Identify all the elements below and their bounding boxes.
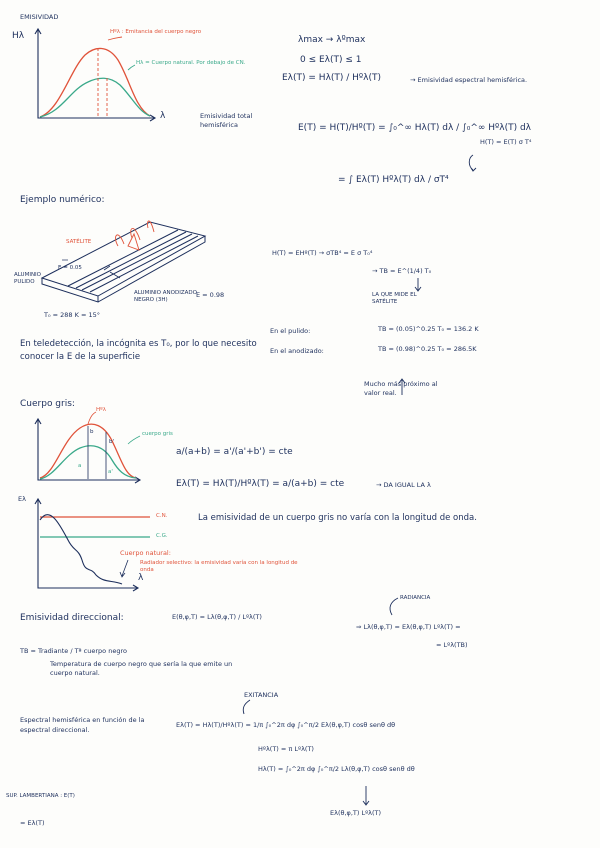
plot1-blackbody-curve bbox=[40, 48, 150, 117]
gray-conclusion: → DA IGUAL LA λ bbox=[376, 481, 431, 489]
plot1-real-curve bbox=[40, 78, 150, 117]
plot3-natural-curve bbox=[40, 515, 122, 584]
plot1-y-axis-label: Hλ bbox=[12, 31, 25, 41]
temperature-value: T₀ = 288 K = 15° bbox=[44, 311, 100, 319]
gray-letter-b: b bbox=[90, 429, 94, 435]
gray-series-label: cuerpo gris bbox=[142, 431, 173, 437]
tile-left-label: ALUMINIO PULIDO bbox=[14, 272, 42, 285]
exitance-label: EXITANCIA bbox=[244, 691, 279, 699]
lambertian-label: SUP. LAMBERTIANA : Ε(T) bbox=[6, 793, 75, 799]
satellite-ray-icons bbox=[116, 221, 154, 246]
example-eq2: → TB = Ε^(1/4) T₀ bbox=[372, 267, 432, 275]
tile-right-label: ALUMINIO ANODIZADO NEGRO (3H) bbox=[134, 290, 197, 303]
gray-blackbody-label: Hºλ bbox=[96, 407, 106, 413]
example-title: Ejemplo numérico: bbox=[20, 195, 105, 205]
plot3-natural-label: Cuerpo natural: bbox=[120, 549, 171, 557]
directional-equation: Ε(θ,φ,T) = Lλ(θ,φ,T) / Lºλ(T) bbox=[172, 613, 262, 621]
gray-body-title: Cuerpo gris: bbox=[20, 399, 75, 409]
tb-definition: TB = Tradiante / Tª cuerpo negro bbox=[20, 647, 127, 655]
plot3-natural-note: Radiador selectivo: la emisividad varía con la longitud de onda bbox=[140, 560, 298, 574]
plot3-y-axis-label: Ελ bbox=[18, 495, 26, 503]
section-title-emisividad: EMISIVIDAD bbox=[20, 13, 59, 21]
plot1-x-axis-label: λ bbox=[160, 111, 166, 121]
wien-text: λmax → λºmax bbox=[298, 35, 366, 45]
plot3-cg-label: C.G. bbox=[156, 533, 168, 539]
emissivity-range: 0 ≤ Ελ(T) ≤ 1 bbox=[300, 55, 362, 65]
plot3-cn-label: C.N. bbox=[156, 513, 168, 519]
case1-equation: TB = (0.05)^0.25 T₀ = 136.2 K bbox=[378, 325, 479, 333]
hemi-equation-b: Hλ(T) = ∫₀^2π dφ ∫₀^π/2 Lλ(θ,φ,T) cosθ senθ dθ bbox=[258, 765, 415, 773]
radiance-label: RADIANCIA bbox=[400, 595, 431, 601]
example-eq2-note: LA QUE MIDE EL SATÉLITE bbox=[372, 292, 417, 306]
hemi-equation-c: Ελ(θ,φ,T) Lºλ(T) bbox=[330, 809, 382, 817]
total-equation-integral: = ∫ Ελ(T) Hºλ(T) dλ / σT⁴ bbox=[338, 175, 449, 185]
eps-left-value: Ε = 0.05 bbox=[58, 265, 82, 271]
hemi-equation-a: Hºλ(T) = π Lºλ(T) bbox=[258, 745, 314, 753]
gray-ratio-equation: a/(a+b) = a'/(a'+b') = cte bbox=[176, 447, 293, 457]
plot3-axes bbox=[35, 499, 138, 591]
example-eq1: H(T) = ΕHº(T) → σTB⁴ = Ε σ T₀⁴ bbox=[272, 249, 373, 257]
gray-letter-a-prime: a' bbox=[108, 469, 113, 475]
hemi-title: Espectral hemisférica en función de la espectral direccional. bbox=[20, 716, 145, 734]
hemi-equation: Ελ(T) = Hλ(T)/Hºλ(T) = 1/π ∫₀^2π dφ ∫₀^π/2 Ελ(θ,φ,T) cosθ senθ dθ bbox=[176, 721, 396, 729]
directional-equation-2: ⇒ Lλ(θ,φ,T) = Ελ(θ,φ,T) Lºλ(T) = bbox=[356, 623, 461, 631]
tb-description: Temperatura de cuerpo negro que sería la que emite un cuerpo natural. bbox=[50, 660, 233, 678]
plot1-real-label: Hλ = Cuerpo natural. Por debajo de CN. bbox=[136, 60, 246, 66]
eps-right-value: Ε = 0.98 bbox=[196, 291, 225, 299]
gray-epsilon-equation: Ελ(T) = Hλ(T)/Hºλ(T) = a/(a+b) = cte bbox=[176, 479, 345, 489]
satellite-label: SATÉLITE bbox=[66, 239, 92, 245]
case2-label: En el anodizado: bbox=[270, 347, 324, 355]
remote-sensing-note: En teledetección, la incógnita es T₀, por lo que necesito conocer la Ε de la superficie bbox=[20, 339, 257, 363]
gray-letter-b-prime: b' bbox=[109, 439, 115, 445]
gray-letter-a: a bbox=[78, 463, 82, 469]
total-equation: Ε(T) = H(T)/Hº(T) = ∫₀^∞ Hλ(T) dλ / ∫₀^∞ Hºλ(T) dλ bbox=[298, 123, 531, 133]
directional-equation-3: = Lºλ(TB) bbox=[436, 641, 468, 649]
case1-label: En el pulido: bbox=[270, 327, 311, 335]
closer-note: Mucho más próximo al valor real. bbox=[364, 380, 438, 397]
spectral-desc: → Emisividad espectral hemisférica. bbox=[410, 76, 528, 84]
stefan-equation: H(T) = Ε(T) σ T⁴ bbox=[480, 138, 532, 146]
gray-statement: La emisividad de un cuerpo gris no varía con la longitud de onda. bbox=[198, 513, 477, 523]
spectral-equation: Ελ(T) = Hλ(T) / Hºλ(T) bbox=[282, 73, 382, 83]
total-hemispheric-label: Emisividad total hemisférica bbox=[200, 112, 253, 129]
directional-title: Emisividad direccional: bbox=[20, 613, 124, 623]
plot3-x-axis-label: λ bbox=[138, 573, 144, 583]
plot1-blackbody-label: Hºλ : Emitancia del cuerpo negro bbox=[110, 29, 202, 35]
lambertian-equation: = Ελ(T) bbox=[20, 819, 45, 827]
case2-equation: TB = (0.98)^0.25 T₀ = 286.5K bbox=[378, 345, 477, 353]
